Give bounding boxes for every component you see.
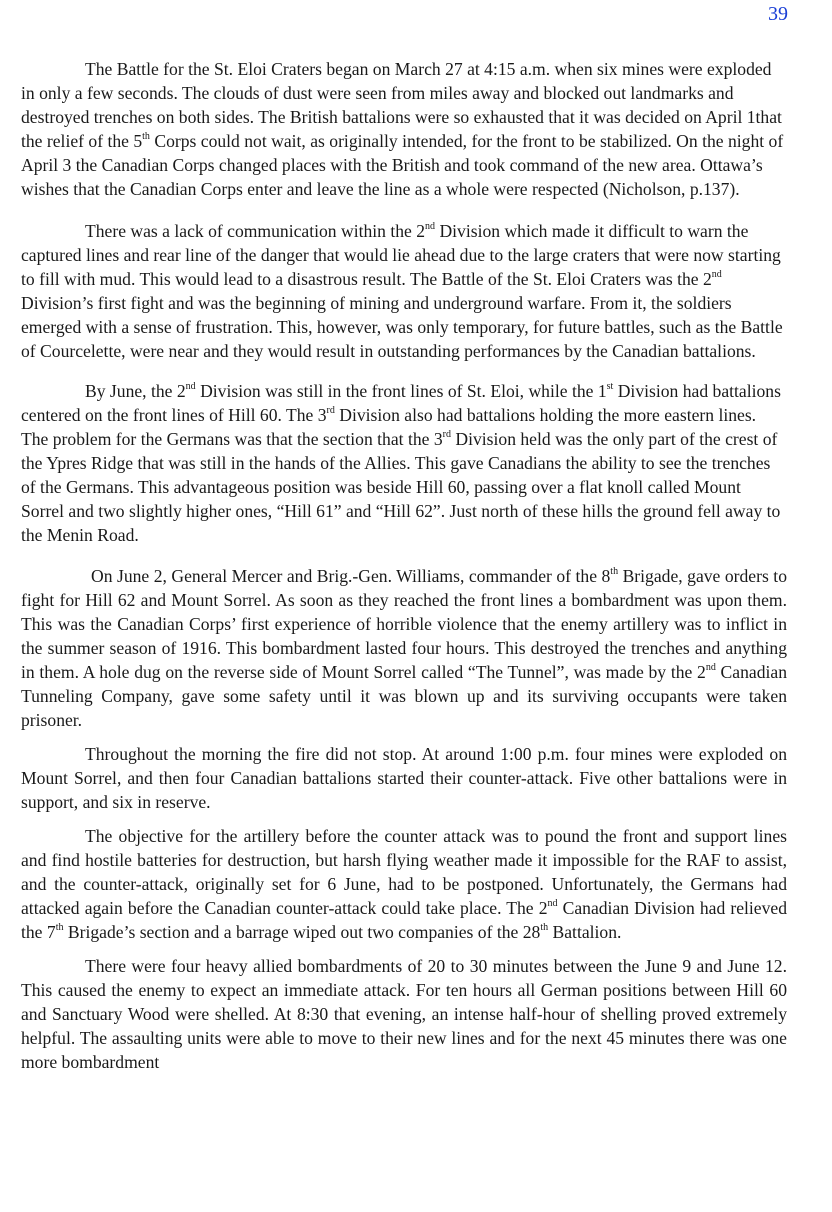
- text-run: Brigade’s section and a barrage wiped out two companies of the 28: [63, 922, 541, 942]
- text-run: By June, the 2: [85, 381, 186, 401]
- paragraph-june-2-orders: [21, 564, 787, 732]
- paragraph-st-eloi-battle: [21, 57, 787, 201]
- text-run: Throughout the morning the fire did not stop. At around 1:00 p.m. four mines were exploded on Mount Sorrel, and then four Canadian battalions started their counter-attack. Five other battalions were in support, and six in reserve.: [21, 744, 787, 812]
- ordinal-suffix: th: [610, 566, 619, 578]
- paragraph-allied-bombardments: [21, 954, 787, 1074]
- text-run: The Battle for the St. Eloi Craters began on March 27 at 4:15 a.m. when six mines were exploded in only a few seconds. The clouds of dust were seen from miles away and blocked out landmarks and destroyed trenches on both sides. The British battalions were so exhausted that it was decided on April 1that the relief of the 5: [21, 59, 782, 151]
- text-run: Division had battalions centered on the front lines of Hill 60. The 3: [21, 381, 781, 425]
- text-run: Battalion.: [548, 922, 622, 942]
- page-number: 39: [768, 3, 788, 25]
- text-run: Division’s first fight and was the beginning of mining and underground warfare. From it, the soldiers emerged with a sense of frustration. This, however, was only temporary, for future battles, such as the Battle of Courcelette, were near and they would result in outstanding performances by the Canadian battalions.: [21, 293, 783, 361]
- text-run: The objective for the artillery before the counter attack was to pound the front and support lines and find hostile batteries for destruction, but harsh flying weather made it impossible for the RAF to assist, and the counter-attack, originally set for 6 June, had to be postponed. Unfortunately, the Germans had attacked again before the Canadian counter-attack could take place. The 2: [21, 826, 787, 918]
- text-run: Division held was the only part of the crest of the Ypres Ridge that was still in the hands of the Allies. This gave Canadians the ability to see the trenches of the Germans. This advantageous position was beside Hill 60, passing over a flat knoll called Mount Sorrel and two slightly higher ones, “Hill 61” and “Hill 62”. Just north of these hills the ground fell away to the Menin Road.: [21, 429, 781, 545]
- text-run: There were four heavy allied bombardments of 20 to 30 minutes between the June 9 and June 12. This caused the enemy to expect an immediate attack. For ten hours all German positions between Hill 60 and Sanctuary Wood were shelled. At 8:30 that evening, an intense half-hour of shelling proved extremely helpful. The assaulting units were able to move to their new lines and for the next 45 minutes there was one more bombardment: [21, 956, 787, 1072]
- paragraph-june-positions: [21, 379, 787, 547]
- text-run: There was a lack of communication within the 2: [85, 221, 426, 241]
- ordinal-suffix: th: [142, 131, 150, 143]
- ordinal-suffix: nd: [711, 269, 722, 281]
- text-run: On June 2, General Mercer and Brig.-Gen. Williams, commander of the 8: [91, 566, 611, 586]
- text-run: Division also had battalions holding the more eastern lines. The problem for the Germans was that the section that the 3: [21, 405, 757, 449]
- text-run: Division which made it difficult to warn the captured lines and rear line of the danger that would lie ahead due to the large craters that were now starting to fill with mud. This would lead to a disastrous result. The Battle of the St. Eloi Craters was the 2: [21, 221, 781, 289]
- ordinal-suffix: th: [540, 922, 549, 934]
- ordinal-suffix: nd: [425, 221, 436, 233]
- ordinal-suffix: nd: [705, 662, 716, 674]
- document-body: [21, 57, 787, 1074]
- text-run: Canadian Tunneling Company, gave some safety until it was blown up and its surviving occupants were taken prisoner.: [21, 662, 787, 730]
- paragraph-morning-fire: [21, 742, 787, 814]
- ordinal-suffix: rd: [442, 429, 451, 441]
- text-run: Division was still in the front lines of St. Eloi, while the 1: [195, 381, 607, 401]
- text-run: Brigade, gave orders to fight for Hill 62 and Mount Sorrel. As soon as they reached the front lines a bombardment was upon them. This was the Canadian Corps’ first experience of horrible violence that the enemy artillery was to inflict in the summer season of 1916. This bombardment lasted four hours. This destroyed the trenches and anything in them. A hole dug on the reverse side of Mount Sorrel called “The Tunnel”, was made by the 2: [21, 566, 787, 682]
- paragraph-artillery-objective: [21, 824, 787, 944]
- ordinal-suffix: nd: [185, 381, 196, 393]
- ordinal-suffix: nd: [547, 898, 558, 910]
- ordinal-suffix: st: [606, 381, 614, 393]
- paragraph-communication-lack: [21, 219, 787, 363]
- text-run: Corps could not wait, as originally intended, for the front to be stabilized. On the night of April 3 the Canadian Corps changed places with the British and took command of the new area. Ottawa’s wishes that the Canadian Corps enter and leave the line as a whole were respected (Nicholson, p.137).: [21, 131, 784, 199]
- text-run: Canadian Division had relieved the 7: [21, 898, 787, 942]
- ordinal-suffix: rd: [326, 405, 335, 417]
- ordinal-suffix: th: [55, 922, 64, 934]
